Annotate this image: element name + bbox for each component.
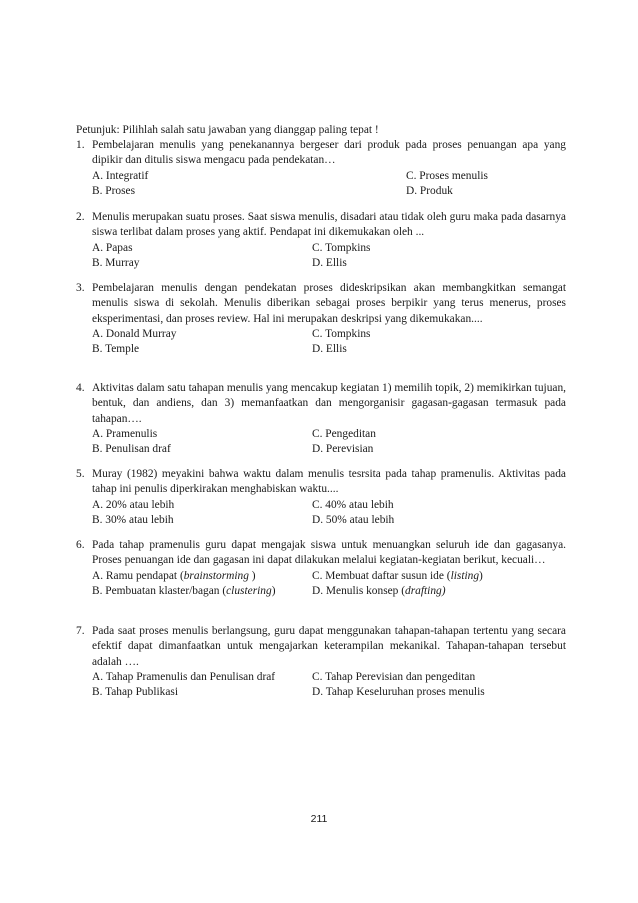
option-b: B. Proses xyxy=(92,184,136,197)
option-d: D. 50% atau lebih xyxy=(312,513,395,526)
question-number: 4. xyxy=(76,382,85,394)
question-5 xyxy=(76,467,566,528)
question-3 xyxy=(76,281,566,357)
question-6 xyxy=(76,538,566,599)
option-a: A. Donald Murray xyxy=(92,327,177,340)
option-a: A. Tahap Pramenulis dan Penulisan draf xyxy=(92,670,276,683)
question-2 xyxy=(76,210,566,271)
option-a: A. Papas xyxy=(92,241,133,254)
question-4 xyxy=(76,381,566,457)
option-d: D. Ellis xyxy=(312,256,347,269)
options xyxy=(92,498,566,529)
question-number: 7. xyxy=(76,625,85,637)
question-stem: Muray (1982) meyakini bahwa waktu dalam menulis tesrsita pada tahap pramenulis. Aktivitas pada tahap ini penulis diperkirakan menghabiskan waktu.... xyxy=(92,468,566,496)
options xyxy=(92,427,566,458)
question-stem: Menulis merupakan suatu proses. Saat siswa menulis, disadari atau tidak oleh guru maka pada dasarnya siswa terlibat dalam proses yang aktif. Pendapat ini dikemukakan oleh ... xyxy=(92,211,566,239)
instructions: Petunjuk: Pilihlah salah satu jawaban yang dianggap paling tepat ! xyxy=(76,124,379,136)
question-stem: Pada tahap pramenulis guru dapat mengajak siswa untuk menuangkan seluruh ide dan gagasanya. Proses penuangan ide dan gagasan ini dapat dilakukan melalui kegiatan-kegiatan berikut, kecuali… xyxy=(92,539,566,567)
option-a: A. Ramu pendapat (brainstorming ) xyxy=(92,569,256,582)
question-stem: Aktivitas dalam satu tahapan menulis yang mencakup kegiatan 1) memilih topik, 2) memikirkan tujuan, bentuk, dan andiens, dan 3) memanfaatkan dan mengorganisir gagasan-gagasan termasuk pada tahapan…. xyxy=(92,382,566,425)
question-number: 5. xyxy=(76,468,85,480)
options xyxy=(92,670,566,701)
option-d: D. Ellis xyxy=(312,343,347,356)
option-b: B. Pembuatan klaster/bagan (clustering) xyxy=(92,584,276,597)
question-7 xyxy=(76,624,566,700)
options xyxy=(92,569,566,600)
option-b: B. 30% atau lebih xyxy=(92,513,174,526)
option-a: A. Integratif xyxy=(92,169,149,182)
options xyxy=(92,241,566,272)
option-b: B. Murray xyxy=(92,256,140,269)
option-a: A. Pramenulis xyxy=(92,427,158,440)
options xyxy=(92,327,566,358)
question-stem: Pembelajaran menulis yang penekanannya bergeser dari produk pada proses penuangan apa yang dipikir dan ditulis siswa mengacu pada pendekatan… xyxy=(92,139,566,167)
option-d: D. Perevisian xyxy=(312,443,374,456)
option-c: C. Tahap Perevisian dan pengeditan xyxy=(312,670,476,683)
option-c: C. Tompkins xyxy=(312,327,371,340)
option-d: D. Tahap Keseluruhan proses menulis xyxy=(312,686,485,699)
question-number: 2. xyxy=(76,211,85,223)
option-b: B. Penulisan draf xyxy=(92,443,171,456)
option-b: B. Temple xyxy=(92,343,140,356)
option-c: C. Membuat daftar susun ide (listing) xyxy=(312,569,483,582)
question-1 xyxy=(76,138,566,199)
question-number: 3. xyxy=(76,282,85,294)
question-number: 6. xyxy=(76,539,85,551)
option-c: C. Tompkins xyxy=(312,241,371,254)
option-c: C. Pengeditan xyxy=(312,427,376,440)
page-number: 211 xyxy=(310,813,328,825)
question-stem: Pembelajaran menulis dengan pendekatan proses dideskripsikan akan membangkitkan semangat menulis siswa di sekolah. Menulis diberikan sebagai proses berpikir yang terus menerus, proses eksperimentasi, dan proses review. Hal ini merupakan deskripsi yang dikemukakan.... xyxy=(92,282,566,325)
question-stem: Pada saat proses menulis berlangsung, guru dapat menggunakan tahapan-tahapan tertentu yang secara efektif dapat dimanfaatkan untuk mengajarkan keterampilan mekanikal. Tahapan-tahapan tersebut adalah …. xyxy=(92,625,566,668)
option-d: D. Produk xyxy=(406,184,453,197)
options xyxy=(92,169,566,200)
option-c: C. 40% atau lebih xyxy=(312,498,394,511)
option-a: A. 20% atau lebih xyxy=(92,498,175,511)
option-b: B. Tahap Publikasi xyxy=(92,686,179,699)
option-d: D. Menulis konsep (drafting) xyxy=(312,584,446,597)
question-number: 1. xyxy=(76,139,85,151)
option-c: C. Proses menulis xyxy=(406,169,488,182)
